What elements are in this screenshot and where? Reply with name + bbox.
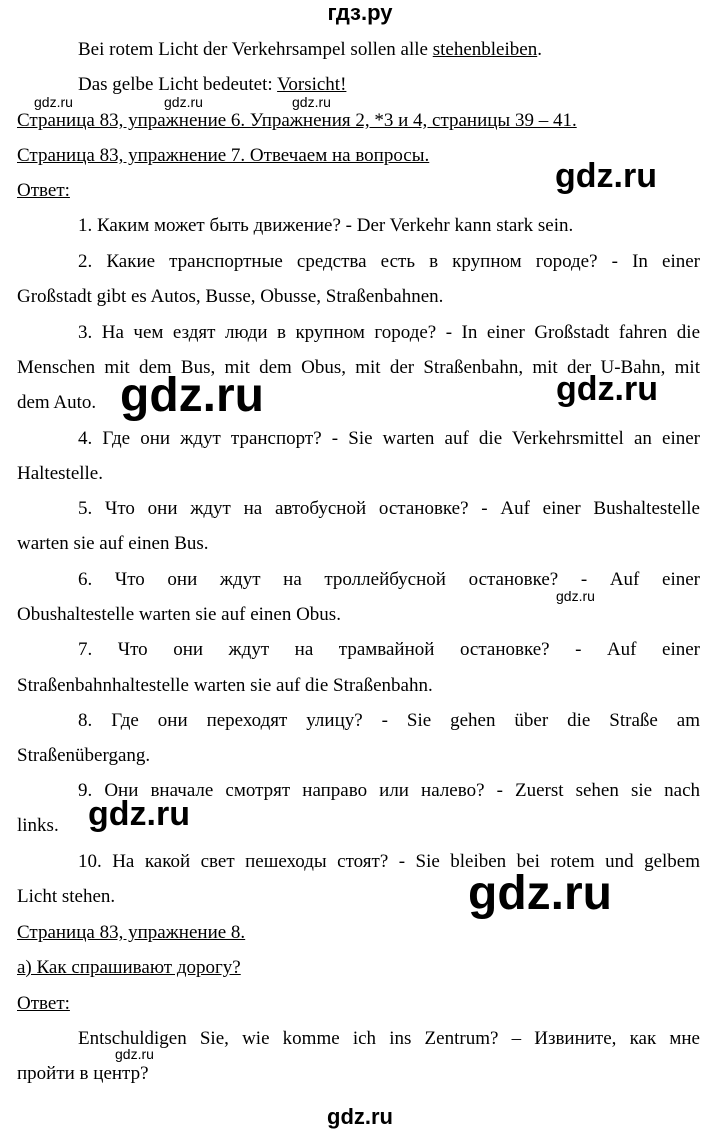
answer-line: 9. Они вначале смотрят направо или налево? - Zuerst sehen sie nach — [78, 780, 700, 801]
exercise-heading-6: Страница 83, упражнение 6. Упражнения 2, *3 и 4, страницы 39 – 41. — [17, 110, 577, 131]
answer-label: Ответ: — [17, 993, 70, 1014]
answer-line: Großstadt gibt es Autos, Busse, Obusse, Straßenbahnen. — [17, 286, 444, 307]
answer-line: 7. Что они ждут на трамвайной остановке? - Auf einer — [78, 639, 700, 660]
answer-line: 1. Каким может быть движение? - Der Verkehr kann stark sein. — [78, 215, 574, 236]
answer-line: dem Auto. — [17, 392, 97, 413]
watermark-large: gdz.ru — [556, 370, 658, 408]
watermark-small: gdz.ru — [115, 1046, 154, 1062]
exercise-subheading: а) Как спрашивают дорогу? — [17, 957, 241, 978]
paragraph-line — [78, 39, 542, 61]
answer-line: Haltestelle. — [17, 463, 103, 484]
underlined-word: stehenbleiben — [432, 39, 538, 60]
exercise-heading-7: Страница 83, упражнение 7. Отвечаем на вопросы. — [17, 145, 430, 166]
answer-line: warten sie auf einen Bus. — [17, 533, 209, 554]
exercise-heading-8: Страница 83, упражнение 8. — [17, 922, 246, 943]
answer-label: Ответ: — [17, 180, 70, 201]
answer-line: 10. На какой свет пешеходы стоят? - Sie bleiben bei rotem und gelbem — [78, 851, 700, 872]
watermark-small: gdz.ru — [556, 588, 595, 604]
text-segment: . — [537, 39, 542, 60]
answer-line: Straßenübergang. — [17, 745, 151, 766]
answer-line: Licht stehen. — [17, 886, 116, 907]
watermark-large: gdz.ru — [88, 795, 190, 833]
paragraph-line — [78, 74, 346, 96]
watermark-large: gdz.ru — [468, 867, 612, 920]
watermark-small: gdz.ru — [164, 94, 203, 110]
watermark-large: gdz.ru — [120, 369, 264, 422]
page-header-site: гдз.ру — [327, 0, 393, 25]
answer-line: Straßenbahnhaltestelle warten sie auf die Straßenbahn. — [17, 675, 433, 696]
page-footer-site: gdz.ru — [327, 1104, 393, 1129]
answer-line: 6. Что они ждут на троллейбусной остановке? - Auf einer — [78, 569, 700, 590]
watermark-small: gdz.ru — [292, 94, 331, 110]
underlined-word: Vorsicht! — [277, 74, 347, 95]
text-segment: Das gelbe Licht bedeutet: — [78, 74, 278, 95]
answer-line: Entschuldigen Sie, wie komme ich ins Zentrum? – Извините, как мне — [78, 1028, 700, 1049]
answer-line: 4. Где они ждут транспорт? - Sie warten auf die Verkehrsmittel an einer — [78, 428, 700, 449]
answer-line: Menschen mit dem Bus, mit dem Obus, mit der Straßenbahn, mit der U-Bahn, mit — [17, 357, 700, 378]
watermark-small: gdz.ru — [34, 94, 73, 110]
answer-line: 2. Какие транспортные средства есть в крупном городе? - In einer — [78, 251, 700, 272]
answer-line: 3. На чем ездят люди в крупном городе? - In einer Großstadt fahren die — [78, 322, 700, 343]
answer-line: Obushaltestelle warten sie auf einen Obus. — [17, 604, 341, 625]
answer-line: links. — [17, 815, 59, 836]
answer-line: пройти в центр? — [17, 1063, 149, 1084]
answer-line: 8. Где они переходят улицу? - Sie gehen über die Straße am — [78, 710, 700, 731]
watermark-large: gdz.ru — [555, 157, 657, 195]
answer-line: 5. Что они ждут на автобусной остановке? - Auf einer Bushaltestelle — [78, 498, 700, 519]
text-segment: Bei rotem Licht der Verkehrsampel sollen alle — [78, 39, 433, 60]
